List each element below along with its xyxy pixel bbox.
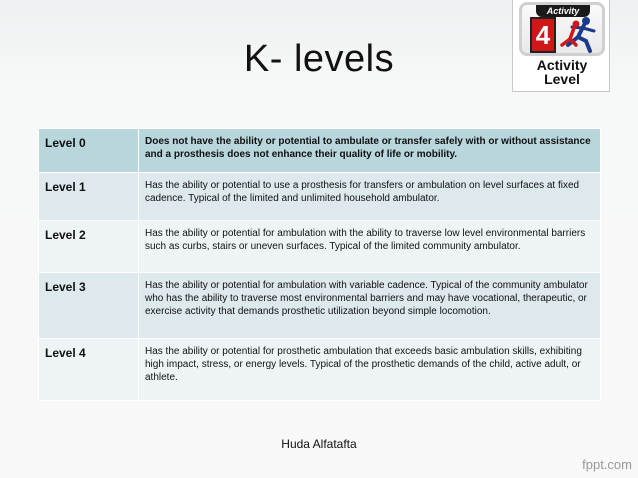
level-label: Level 3 (39, 273, 139, 339)
table-row (39, 173, 601, 221)
level-label: Level 2 (39, 221, 139, 273)
level-description: Has the ability or potential to use a prosthesis for transfers or ambulation on level surfaces at fixed cadence. Typical of the limited and unlimited household ambulator. (139, 173, 601, 221)
watermark: fppt.com (582, 457, 632, 472)
runner-icon (556, 15, 602, 55)
table-row (39, 273, 601, 339)
slide-title: K- levels (243, 38, 395, 80)
level-label: Level 4 (39, 339, 139, 401)
activity-level-logo (512, 0, 610, 92)
k-levels-table (38, 128, 601, 401)
table-row (39, 221, 601, 273)
level-label: Level 0 (39, 129, 139, 173)
logo-banner: Activity (536, 5, 590, 17)
level-description: Has the ability or potential for prosthetic ambulation that exceeds basic ambulation skills, exhibiting high impact, stress, or energy levels. Typical of the prosthetic demands of the child, active adult, or athlete. (139, 339, 601, 401)
logo-word-level: Level (544, 71, 580, 87)
level-description: Has the ability or potential for ambulation with variable cadence. Typical of the community ambulator who has the ability to traverse most environmental barriers and may have vocational, therapeutic, or exercise activity that demands prosthetic utilization beyond simple locomotion. (139, 273, 601, 339)
logo-badge (519, 2, 605, 56)
table-row (39, 129, 601, 173)
logo-number: 4 (530, 17, 556, 53)
table-row (39, 339, 601, 401)
level-description: Has the ability or potential for ambulation with the ability to traverse low level environmental barriers such as curbs, stairs or uneven surfaces. Typical of the limited community ambulator. (139, 221, 601, 273)
author-name: Huda Alfatafta (281, 437, 357, 451)
level-description: Does not have the ability or potential to ambulate or transfer safely with or without assistance and a prosthesis does not enhance their quality of life or mobility. (139, 129, 601, 173)
logo-word-activity: Activity (536, 57, 588, 73)
level-label: Level 1 (39, 173, 139, 221)
